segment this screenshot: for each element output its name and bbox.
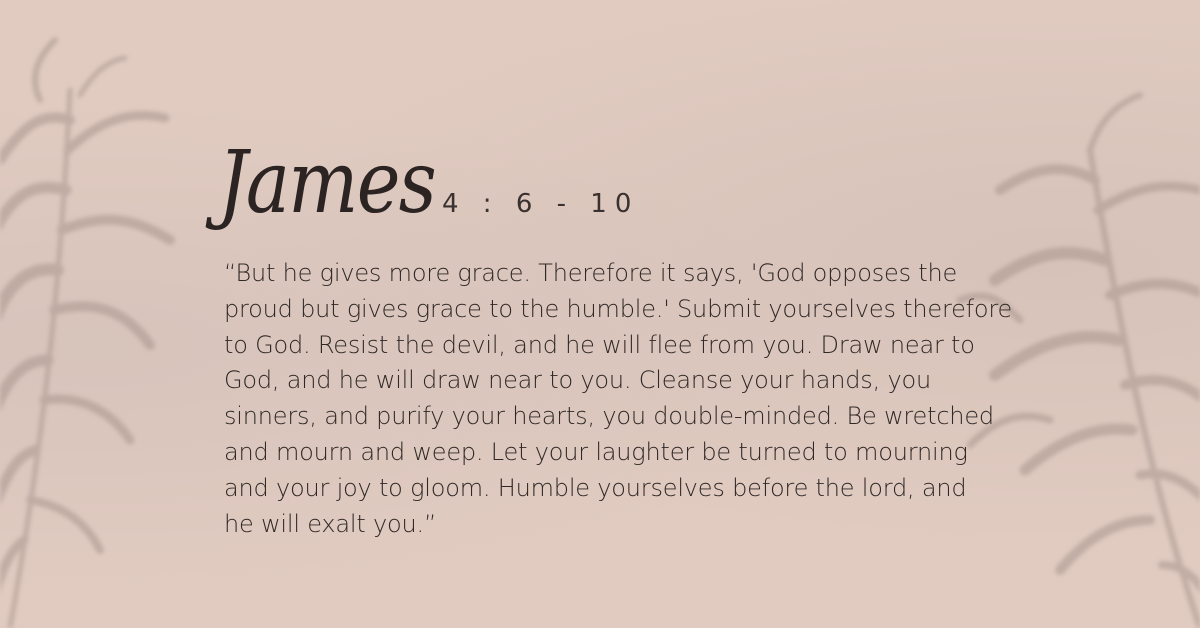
verse-line: and mourn and weep. Let your laughter be turned to mourning <box>224 437 968 466</box>
palm-leaf-shadow-left <box>0 0 240 628</box>
book-title: James <box>218 133 436 233</box>
verse-line: sinners, and purify your hearts, you double-minded. Be wretched <box>224 402 994 431</box>
verse-line: and your joy to gloom. Humble yourselves before the lord, and <box>224 473 967 502</box>
verse-line: to God. Resist the devil, and he will flee from you. Draw near to <box>224 330 975 359</box>
scripture-heading <box>218 133 640 233</box>
verse-line: proud but gives grace to the humble.' Submit yourselves therefore <box>224 294 1013 323</box>
verse-text <box>224 256 1024 542</box>
verse-line: “But he gives more grace. Therefore it says, 'God opposes the <box>224 259 958 287</box>
chapter-verse-reference: 4 : 6 - 10 <box>442 189 640 219</box>
verse-line: God, and he will draw near to you. Cleanse your hands, you <box>224 366 931 395</box>
verse-line: he will exalt you.” <box>224 509 437 538</box>
